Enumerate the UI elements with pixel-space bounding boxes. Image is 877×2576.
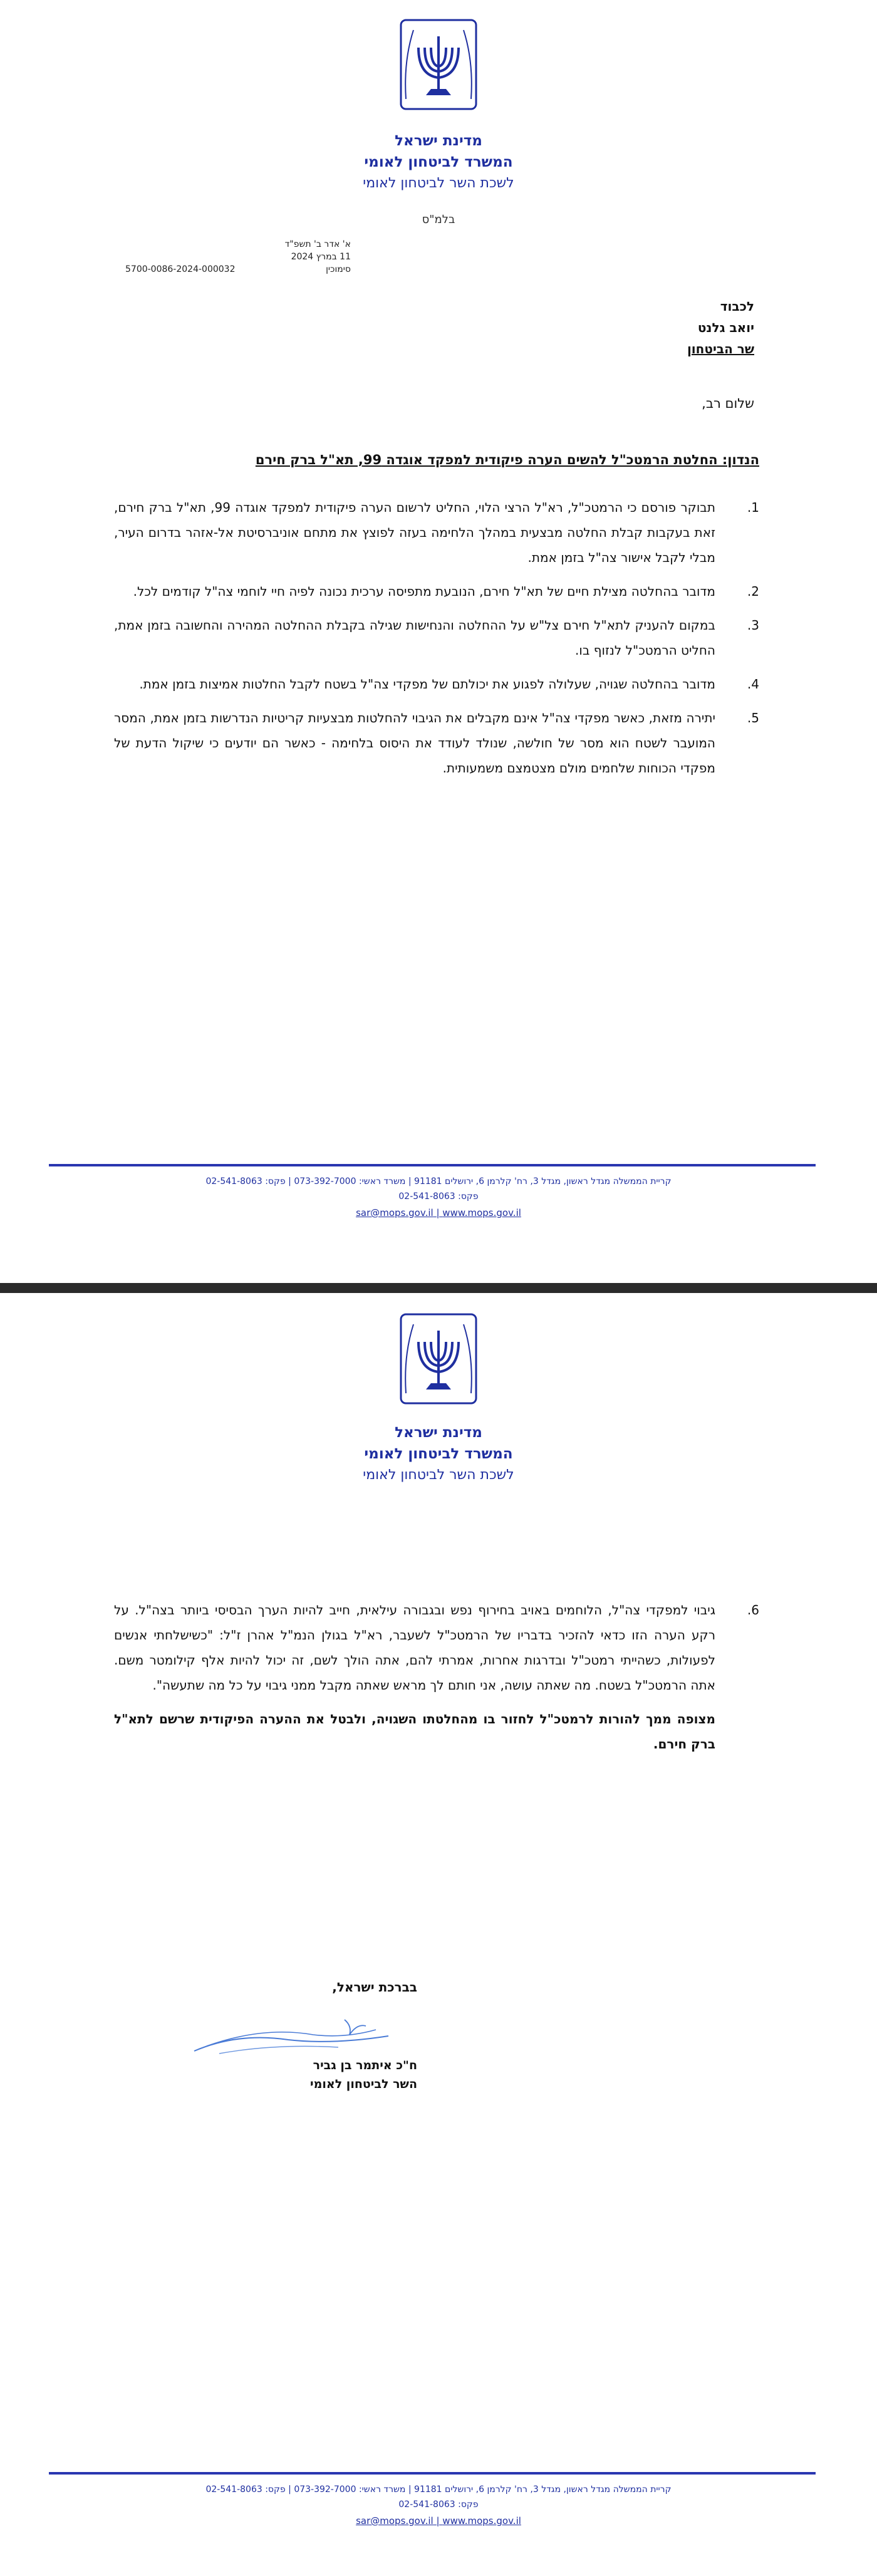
item-number: 2. (747, 584, 759, 599)
footer-email-link[interactable]: sar@mops.gov.il (356, 2515, 433, 2527)
item-number: 1. (747, 500, 759, 515)
footer-fax: 02-541-8063 :פקס (398, 2500, 479, 2510)
footer-address: קריית הממשלה מגדל ראשון, מגדל 3, רח' קלרמן 6, ירושלים 91181 | משרד ראשי: 073-392-7000 | פקס: 02-541-8063 (205, 2485, 672, 2495)
date-gregorian: 11 במרץ 2024 (291, 252, 351, 262)
list-item (114, 613, 759, 663)
state-name: מדינת ישראל (395, 1425, 482, 1441)
list-item (114, 495, 759, 570)
letter-meta (125, 238, 351, 276)
footer-divider (49, 1164, 816, 1166)
footer-website-link[interactable]: www.mops.gov.il (442, 1207, 521, 1218)
letter-page-2 (0, 1293, 877, 2576)
item-text: מדובר בהחלטה שגויה, שעלולה לפגוע את יכולתם של מפקדי צה"ל בשטח לקבל החלטות אמיצות בזמן אמת. (139, 677, 715, 692)
office-name: לשכת השר לביטחון לאומי (363, 175, 514, 191)
item-text: יתירה מזאת, כאשר מפקדי צה"ל אינם מקבלים את הגיבוי להחלטות מבצעיות קריטיות הנדרשות בזמן אמת, המסר המועבר לשטח הוא מסר של חולשה, שנולד לעודד את היסוס בלחימה - כאשר הם יודעים כי שיקול הדעת של מפקדי הכוחות שלחמים מולם מצטמצם משמעותית. (114, 710, 715, 776)
item-number: 3. (747, 618, 759, 633)
footer-email-link[interactable]: sar@mops.gov.il (356, 1207, 433, 1218)
ministry-name: המשרד לביטחון לאומי (364, 154, 513, 170)
page-separator (0, 1283, 877, 1293)
menorah-emblem-icon (388, 18, 489, 112)
government-header (0, 130, 877, 194)
office-name: לשכת השר לביטחון לאומי (363, 1467, 514, 1483)
list-item (114, 672, 759, 697)
footer-address: קריית הממשלה מגדל ראשון, מגדל 3, רח' קלרמן 6, ירושלים 91181 | משרד ראשי: 073-392-7000 | פקס: 02-541-8063 (205, 1176, 672, 1187)
item-number: 6. (747, 1602, 759, 1618)
item-number: 4. (747, 677, 759, 692)
item-text: במקום להעניק לתא"ל חירם צל"ש על ההחלטה והנחישות שגילה בקבלת ההחלטה המהירה והחשובה בזמן אמת, החליט הרמטכ"ל לנזוף בו. (114, 618, 715, 658)
letter-footer: קריית הממשלה מגדל ראשון, מגדל 3, רח' קלרמן 6, ירושלים 91181 | משרד ראשי: 073-392-7000 | פקס: 02-541-8063 02-541-8063 :פקס sar@mops.gov.il | www.mops.gov.il (0, 1174, 877, 1222)
addressee-name: יואב גלנט (697, 320, 754, 335)
footer-website-link[interactable]: www.mops.gov.il (442, 2515, 521, 2527)
addressee-title: שר הביטחון (687, 341, 754, 356)
addressee-block (566, 296, 754, 360)
item-text: מדובר בהחלטה מצילת חיים של תא"ל חירם, הנובעת מתפיסה ערכית נכונה לפיה חיי לוחמי צה"ל קודמים לכל. (133, 584, 715, 599)
list-item (114, 705, 759, 781)
signature-icon (188, 2007, 407, 2064)
footer-fax: 02-541-8063 :פקס (398, 1192, 479, 1202)
state-name: מדינת ישראל (395, 133, 482, 149)
footer-divider (49, 2472, 816, 2475)
list-item (114, 579, 759, 604)
government-header (0, 1422, 877, 1486)
letter-body-page-2 (114, 1597, 759, 1765)
classification-label: בלמ"ס (422, 213, 455, 226)
reference-number: 5700-0086-2024-000032 (125, 264, 236, 274)
list-item (114, 1597, 759, 1698)
signer-block (192, 2056, 417, 2094)
menorah-emblem-icon (388, 1312, 489, 1406)
reference-label: סימוכין (326, 264, 351, 274)
letter-subject: הנדון: החלטת הרמטכ"ל להשים הערה פיקודית למפקד אוגדה 99, תא"ל ברק חירם (255, 452, 759, 467)
item-number: 5. (747, 710, 759, 725)
letter-page-1 (0, 0, 877, 1283)
letter-body-page-1 (114, 495, 759, 789)
item-text: גיבוי למפקדי צה"ל, הלוחמים באויב בחירוף נפש ובגבורה עילאית, חייב להיות הערך הבסיסי ביותר בצה"ל. על רקע הערה הזו כדאי להזכיר בדבריו של הרמטכ"ל לשעבר, רא"ל בגולן הנמ"ל אהרן ז"ל: "כשישלחתי אנשים לפעולות, כשהייתי רמטכ"ל ובדרגות אחרות, אמרתי להם, אתה הולך לשם, זה יכול להיות אלף קילומטר משם. אתה הרמטכ"ל בשטח. מה שאתה עושה, אני חותם לך מראש שאתה מקבל ממני גיבוי על כל מה שתעשה". (114, 1602, 715, 1693)
ministry-name: המשרד לביטחון לאומי (364, 1446, 513, 1462)
greeting: שלום רב, (702, 396, 754, 411)
item-text: תבוקר פורסם כי הרמטכ"ל, רא"ל הרצי הלוי, החליט לרשום הערה פיקודית למפקד אוגדה 99, תא"ל ברק חירם, זאת בעקבות קבלת החלטה מבצעית במהלך הלחימה בעזה לפוצץ את מתחם אוניברסיטת אל-אזהר בדרום העיר, מבלי לקבל אישור צה"ל בזמן אמת. (114, 500, 715, 565)
signer-name: ח"כ איתמר בן גביר (313, 2059, 417, 2072)
date-hebrew: א' אדר ב' תשפ"ד (284, 239, 351, 249)
closing-paragraph (114, 1706, 759, 1757)
signoff: בברכת ישראל, (332, 1980, 417, 1995)
closing-text: מצופה ממך להורות לרמטכ"ל לחזור בו מהחלטתו השגויה, ולבטל את ההערה הפיקודית שרשם לתא"ל ברק חירם. (114, 1711, 715, 1752)
signer-title: השר לביטחון לאומי (310, 2077, 417, 2091)
letter-footer: קריית הממשלה מגדל ראשון, מגדל 3, רח' קלרמן 6, ירושלים 91181 | משרד ראשי: 073-392-7000 | פקס: 02-541-8063 02-541-8063 :פקס sar@mops.gov.il | www.mops.gov.il (0, 2482, 877, 2530)
addressee-to: לכבוד (720, 299, 754, 314)
